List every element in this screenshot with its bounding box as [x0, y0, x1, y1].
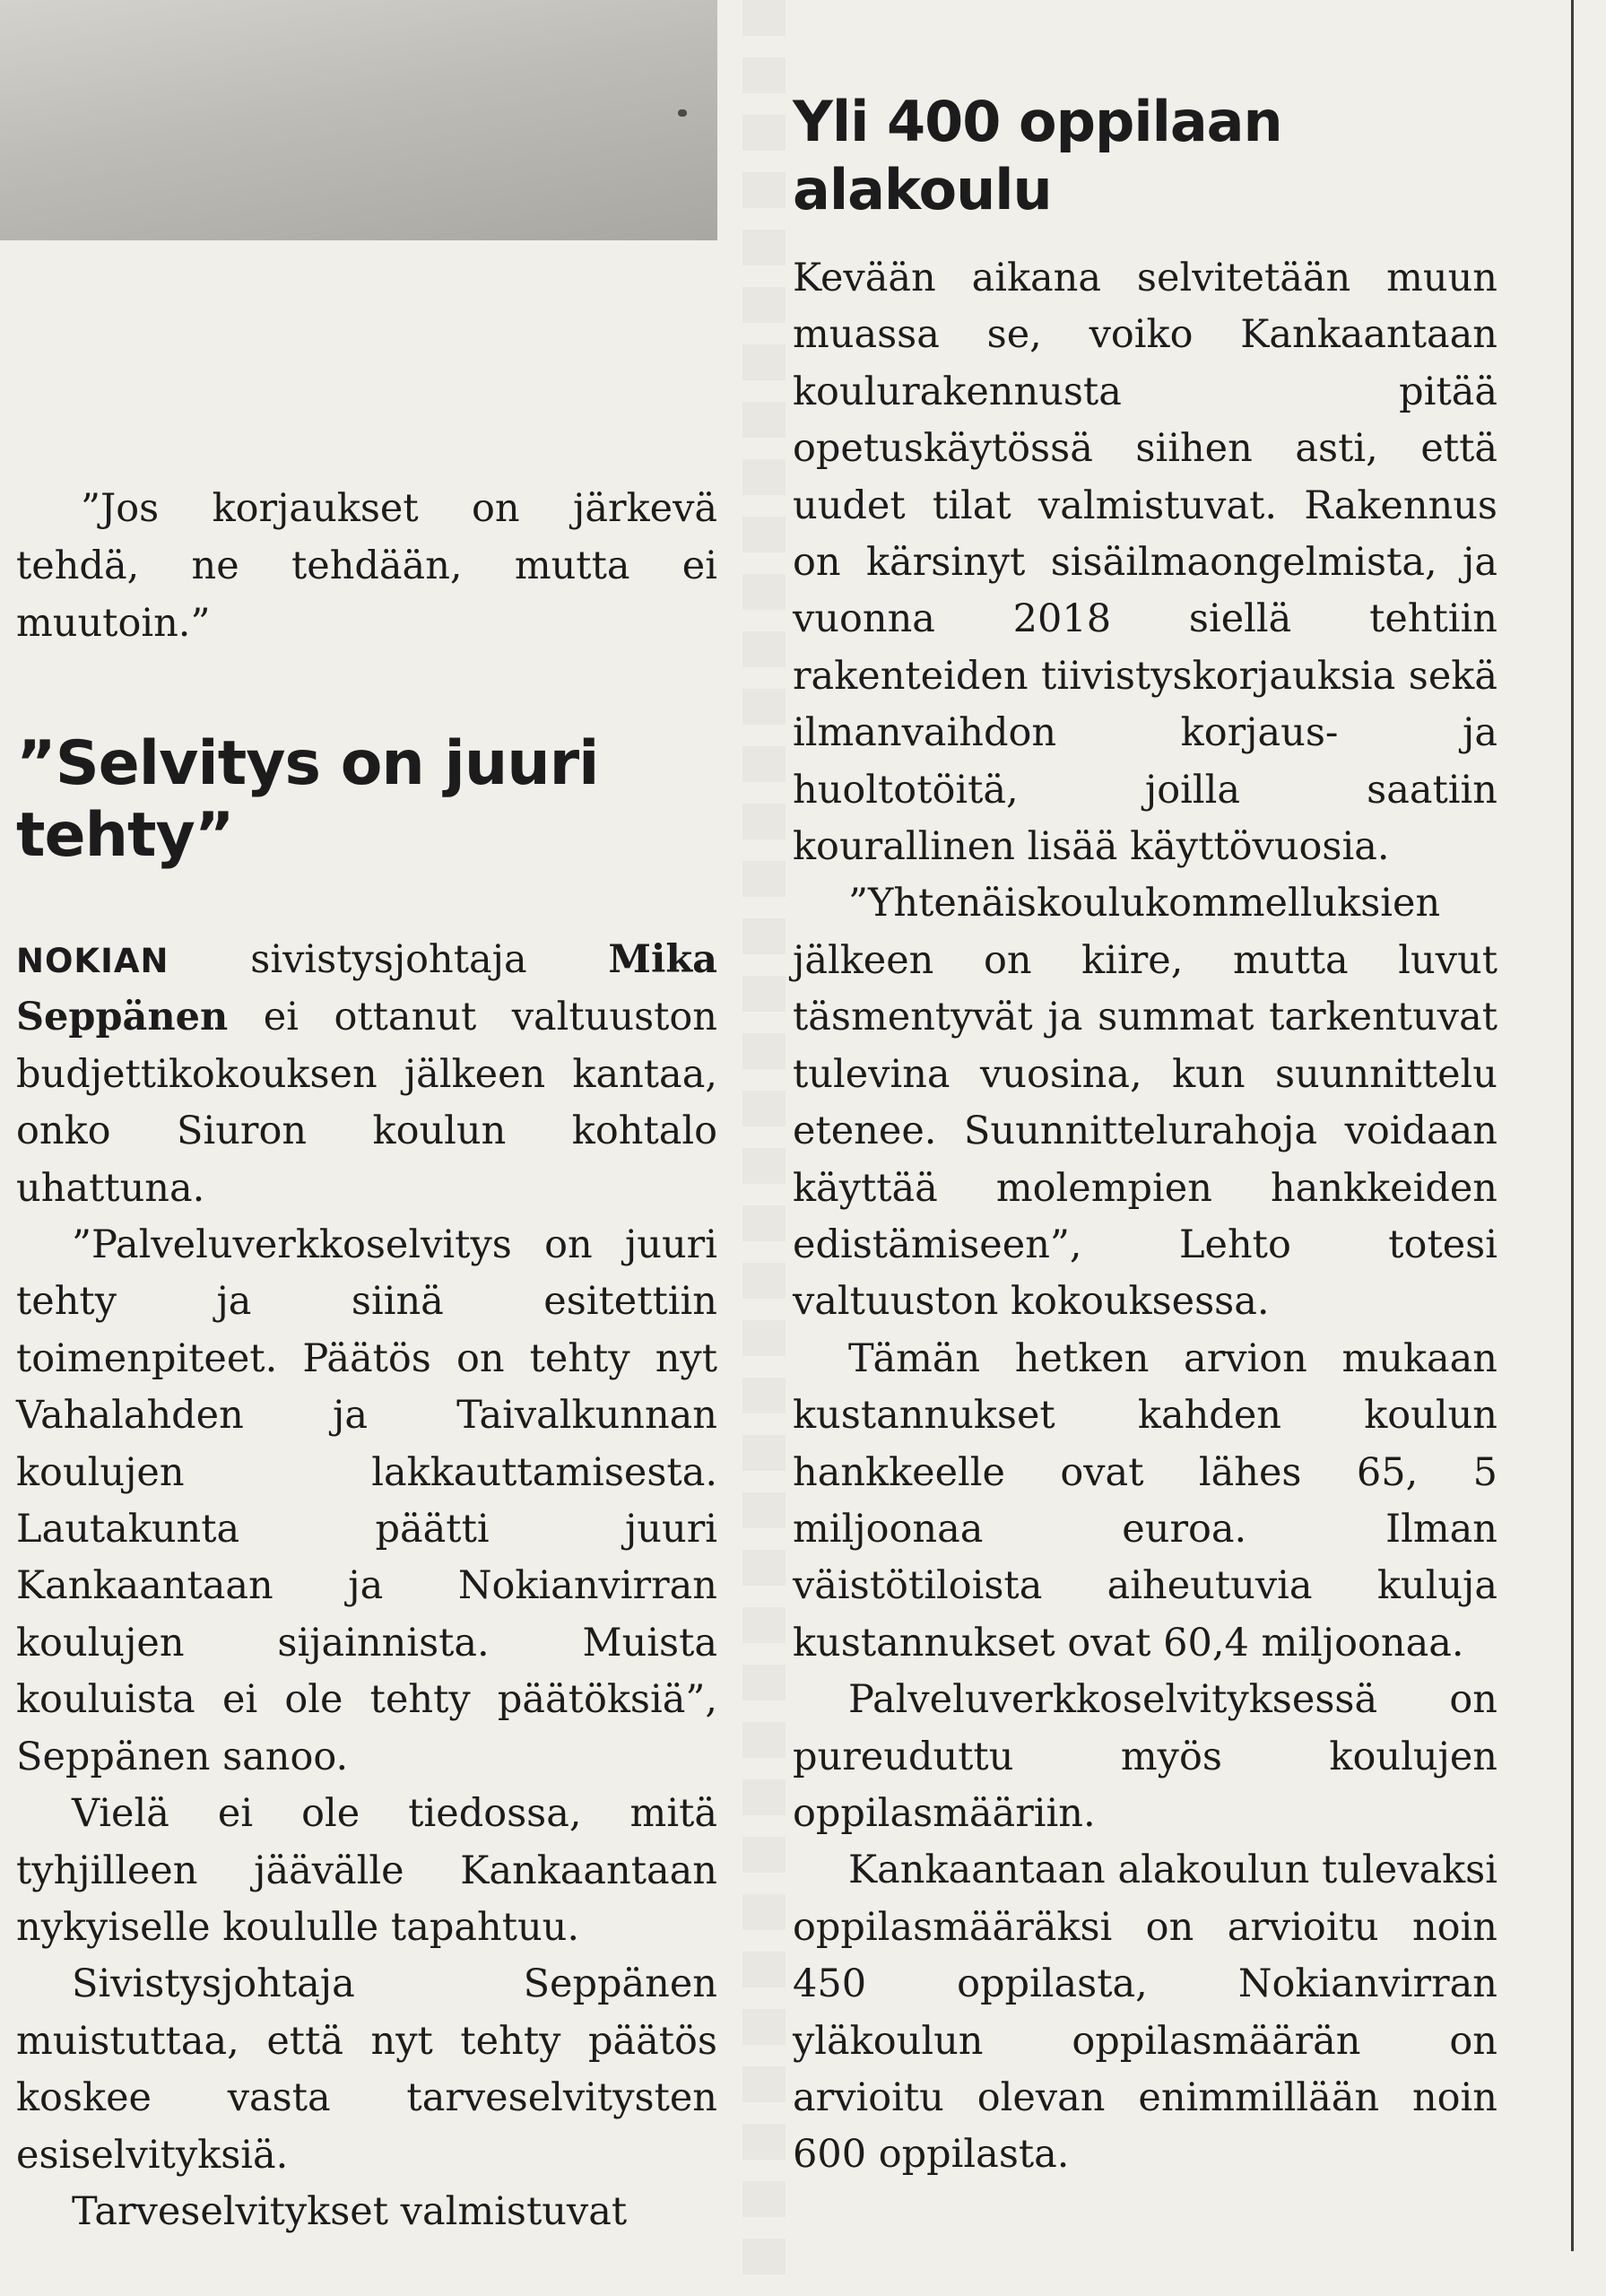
- lead-text-2: ei ottanut valtuuston budjettikokouksen jälkeen kantaa, onko Siuron koulun kohtalo uhattuna.: [16, 995, 717, 1211]
- pull-quote: ”Jos korjaukset on järkevä tehdä, ne tehdään, mutta ei muutoin.”: [16, 486, 717, 646]
- left-paragraph-2: Vielä ei ole tiedossa, mitä tyhjilleen jäävälle Kankaantaan nykyiselle koululle tapahtuu.: [16, 1791, 717, 1950]
- right-paragraph-2: ”Yhtenäiskoulukommelluksien jälkeen on kiire, mutta luvut täsmentyvät ja summat tarkentuvat tulevina vuosina, kun suunnittelu etenee. Suunnittelurahoja voidaan käyttää molempien hankkeiden edistämiseen”, Lehto totesi valtuuston kokouksessa.: [793, 881, 1497, 1325]
- right-paragraph-4: Palveluverkkoselvityksessä on pureuduttu myös koulujen oppilasmääriin.: [793, 1677, 1497, 1836]
- lead-name: Mika Seppänen: [16, 937, 717, 1040]
- left-body: [16, 932, 717, 2240]
- article-photo: [0, 0, 717, 240]
- right-paragraph-3: Tämän hetken arvion mukaan kustannukset kahden koulun hankkeelle ovat lähes 65, 5 miljoonaa euroa. Ilman väistötiloista aiheutuvia kuluja kustannukset ovat 60,4 miljoonaa.: [793, 1335, 1497, 1665]
- photo-detail: [678, 109, 687, 117]
- left-paragraph-3: Sivistysjohtaja Seppänen muistuttaa, että nyt tehty päätös koskee vasta tarveselvitysten esiselvityksiä.: [16, 1961, 717, 2178]
- left-paragraph-1: ”Palveluverkkoselvitys on juuri tehty ja siinä esitettiin toimenpiteet. Päätös on tehty nyt Vahalahden ja Taivalkunnan koulujen lakkauttamisesta. Lautakunta päätti juuri Kankaantaan ja Nokianvirran koulujen sijainnista. Muista kouluista ei ole tehty päätöksiä”, Seppänen sanoo.: [16, 1222, 717, 1779]
- lead-text-1: sivistysjohtaja: [250, 937, 527, 982]
- column-rule: [1571, 0, 1574, 2251]
- right-subheading: Yli 400 oppilaan alakoulu: [793, 89, 1282, 222]
- left-subheading: ”Selvitys on juuri tehty”: [16, 728, 599, 871]
- right-paragraph-5: Kankaantaan alakoulun tulevaksi oppilasmääräksi on arvioitu noin 450 oppilasta, Nokianvirran yläkoulun oppilasmäärän on arvioitu olevan enimmillään noin 600 oppilasta.: [793, 1848, 1497, 2178]
- lead-paragraph: [16, 932, 717, 1217]
- right-body: [793, 250, 1497, 2184]
- show-through-texture: [742, 0, 786, 2296]
- lead-kicker: NOKIAN: [16, 942, 169, 980]
- right-paragraph-1: Kevään aikana selvitetään muun muassa se, voiko Kankaantaan koulurakennusta pitää opetuskäytössä siihen asti, että uudet tilat valmistuvat. Rakennus on kärsinyt sisäilmaongelmista, ja vuonna 2018 siellä tehtiin rakenteiden tiivistyskorjauksia sekä ilmanvaihdon korjaus- ja huoltotöitä, joilla saatiin kourallinen lisää käyttövuosia.: [793, 256, 1497, 870]
- left-paragraph-4: Tarveselvitykset valmistuvat: [72, 2188, 628, 2234]
